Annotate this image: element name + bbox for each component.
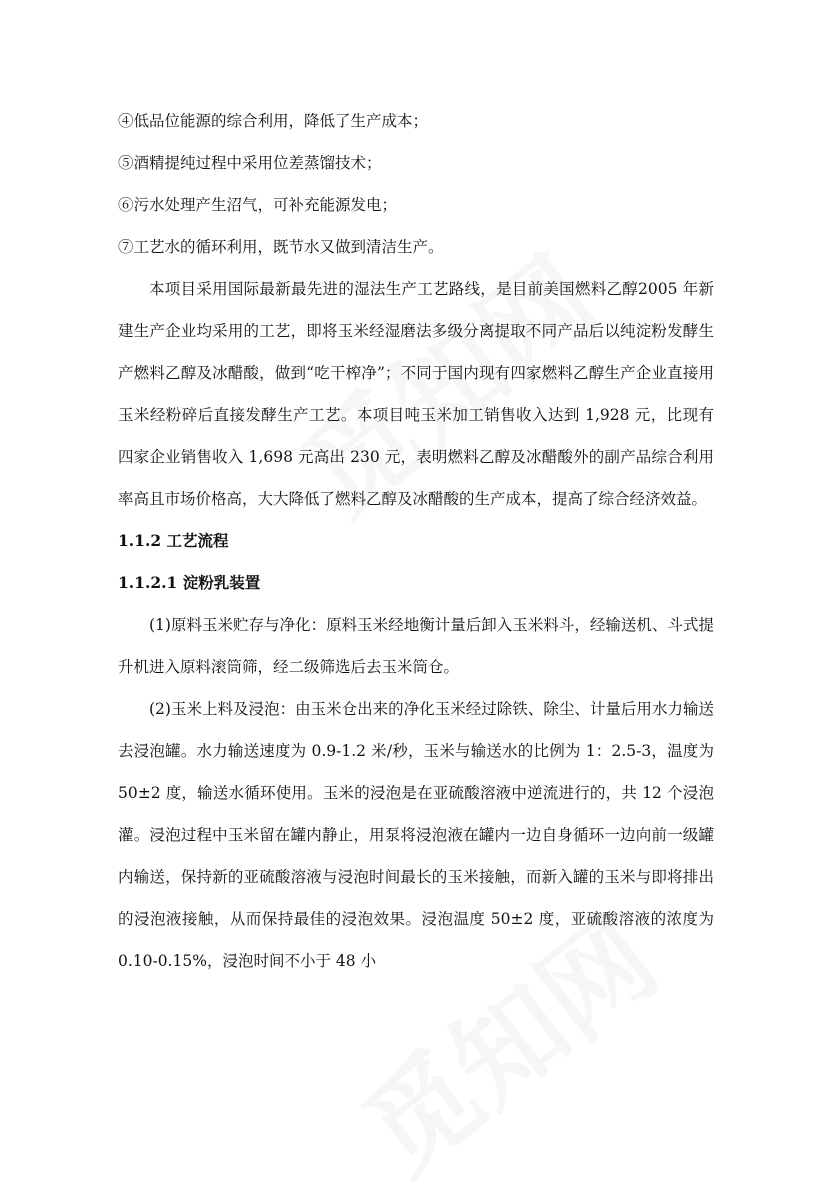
list-item-6: ⑥污水处理产生沼气，可补充能源发电； <box>118 196 398 214</box>
step1-paragraph: (1)原料玉米贮存与净化：原料玉米经地衡计量后卸入玉米料斗，经输送机、斗式提升机进入原料滚筒筛，经二级筛选后去玉米筒仓。 <box>118 616 714 676</box>
list-item-7: ⑦工艺水的循环利用，既节水又做到清洁生产。 <box>118 238 444 256</box>
document-body <box>118 100 714 982</box>
list-item-4: ④低品位能源的综合利用，降低了生产成本； <box>118 112 429 130</box>
intro-paragraph: 本项目采用国际最新最先进的湿法生产工艺路线，是目前美国燃料乙醇2005 年新建生产企业均采用的工艺，即将玉米经湿磨法多级分离提取不同产品后以纯淀粉发酵生产燃料乙醇及冰醋酸，做到“吃干榨净”；不同于国内现有四家燃料乙醇生产企业直接用玉米经粉碎后直接发酵生产工艺。本项目吨玉米加工销售收入达到 1,928 元，比现有四家企业销售收入 1,698 元高出 230 元，表明燃料乙醇及冰醋酸外的副产品综合利用率高且市场价格高，大大降低了燃料乙醇及冰醋酸的生产成本，提高了综合经济效益。 <box>118 280 714 508</box>
list-item-5: ⑤酒精提纯过程中采用位差蒸馏技术； <box>118 154 382 172</box>
step2-paragraph: (2)玉米上料及浸泡：由玉米仓出来的净化玉米经过除铁、除尘、计量后用水力输送去浸泡罐。水力输送速度为 0.9-1.2 米/秒，玉米与输送水的比例为 1：2.5-3，温度为 50±2 度，输送水循环使用。玉米的浸泡是在亚硫酸溶液中逆流进行的，共 12 个浸泡灌。浸泡过程中玉米留在罐内静止，用泵将浸泡液在罐内一边自身循环一边向前一级罐内输送，保持新的亚硫酸溶液与浸泡时间最长的玉米接触，而新入罐的玉米与即将排出的浸泡液接触，从而保持最佳的浸泡效果。浸泡温度 50±2 度，亚硫酸溶液的浓度为 0.10-0.15%，浸泡时间不小于 48 小 <box>118 700 714 970</box>
section-heading: 1.1.2 工艺流程 <box>118 531 229 550</box>
subsection-heading: 1.1.2.1 淀粉乳装置 <box>118 573 261 592</box>
